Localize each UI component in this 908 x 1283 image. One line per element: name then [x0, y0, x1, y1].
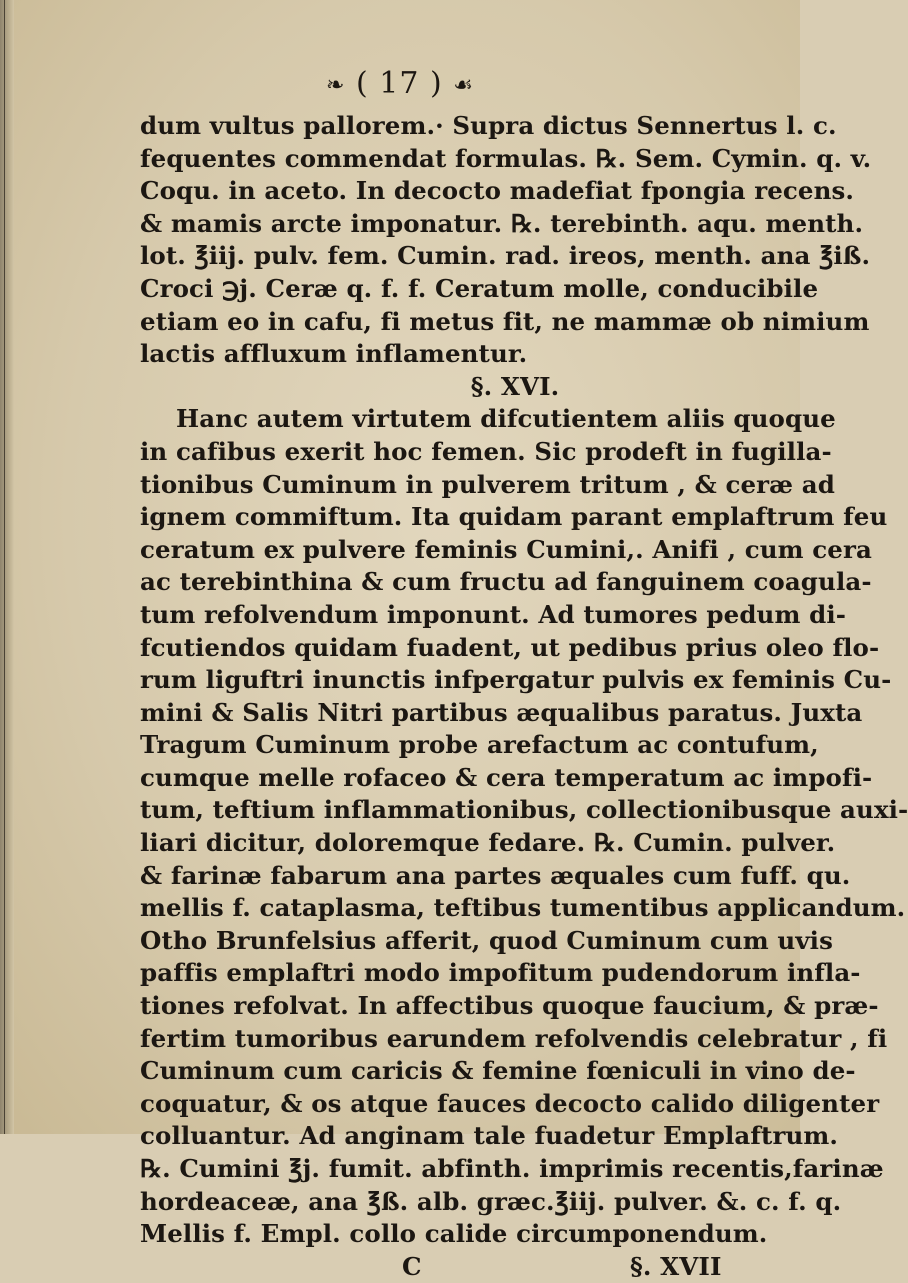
text-line: mini & Salis Nitri partibus æqualibus paratus. Juxta	[140, 697, 863, 727]
text-line: paffis emplaftri modo impofitum pudendorum infla-	[140, 958, 861, 988]
page-gutter	[0, 0, 14, 1134]
text-line: ac terebinthina & cum fructu ad fanguinem coagula-	[140, 567, 872, 597]
text-line: lot. ℥iij. pulv. fem. Cumin. rad. ireos, menth. ana ℥iß.	[140, 241, 871, 271]
text-line: liari dicitur, doloremque fedare. ℞. Cumin. pulver.	[140, 828, 836, 858]
text-line: Otho Brunfelsius afferit, quod Cuminum cum uvis	[140, 925, 833, 955]
signature-mark: C	[402, 1251, 422, 1281]
text-line: fertim tumoribus earundem refolvendis celebratur , fi	[140, 1023, 888, 1053]
text-line: mellis f. cataplasma, teftibus tumentibus applicandum.	[140, 893, 906, 923]
text-line: hordeaceæ, ana ℥ß. alb. græc.℥iij. pulver. &. c. f. q.	[140, 1186, 842, 1216]
text-line: colluantur. Ad anginam tale fuadetur Emplaftrum.	[140, 1121, 839, 1151]
text-line: ignem commiftum. Ita quidam parant emplaftrum feu	[140, 502, 888, 532]
text-line: tiones refolvat. In affectibus quoque faucium, & præ-	[140, 991, 879, 1021]
text-line: cumque melle rofaceo & cera temperatum ac impofi-	[140, 762, 873, 792]
text-line: Cuminum cum caricis & femine fœniculi in vino de-	[140, 1056, 856, 1086]
text-line: rum liguftri inunctis infpergatur pulvis ex feminis Cu-	[140, 665, 892, 695]
page-number: ( 17 )	[356, 66, 443, 101]
text-line: Croci ℈j. Ceræ q. f. f. Ceratum molle, conducibile	[140, 273, 819, 303]
text-line: Mellis f. Empl. collo calide circumponendum.	[140, 1219, 768, 1249]
text-line: fequentes commendat formulas. ℞. Sem. Cymin. q. v.	[140, 143, 872, 173]
text-line: dum vultus pallorem.· Supra dictus Sennertus l. c.	[140, 111, 837, 140]
text-line: & mamis arcte imponatur. ℞. terebinth. aqu. menth.	[140, 208, 864, 238]
header-ornament-right: ☙	[453, 72, 474, 98]
text-line: ℞. Cumini ℥j. fumit. abfinth. imprimis recentis,farinæ	[140, 1154, 884, 1183]
text-line: etiam eo in cafu, fi metus fit, ne mammæ ob nimium	[140, 306, 870, 336]
text-line: tum, teftium inflammationibus, collectionibusque auxi-	[140, 795, 908, 825]
text-line: in cafibus exerit hoc femen. Sic prodeft in fugilla-	[140, 436, 832, 466]
text-line: lactis affluxum inflamentur.	[140, 339, 528, 369]
text-line: ceratum ex pulvere feminis Cumini,. Anifi , cum cera	[140, 534, 872, 564]
page-footer	[140, 1251, 780, 1283]
text-line: tum refolvendum imponunt. Ad tumores pedum di-	[140, 599, 847, 629]
text-line: Coqu. in aceto. In decocto madefiat fpongia recens.	[140, 176, 855, 206]
text-line: Tragum Cuminum probe arefactum ac contufum,	[140, 730, 819, 760]
text-line: tionibus Cuminum in pulverem tritum , & ceræ ad	[140, 469, 836, 499]
text-line: coquatur, & os atque fauces decocto calido diligenter	[140, 1088, 880, 1118]
header-ornament-left: ❧	[326, 72, 346, 98]
page-header	[0, 66, 800, 101]
body-text	[140, 110, 908, 1283]
text-line: fcutiendos quidam fuadent, ut pedibus prius oleo flo-	[140, 632, 880, 662]
section-heading: §. XVI.	[470, 371, 560, 401]
gutter-edge-line	[4, 0, 5, 1134]
catchword: §. XVII	[630, 1251, 722, 1281]
text-line: & farinæ fabarum ana partes æquales cum fuff. qu.	[140, 860, 851, 890]
text-line: Hanc autem virtutem difcutientem aliis quoque	[176, 404, 836, 434]
